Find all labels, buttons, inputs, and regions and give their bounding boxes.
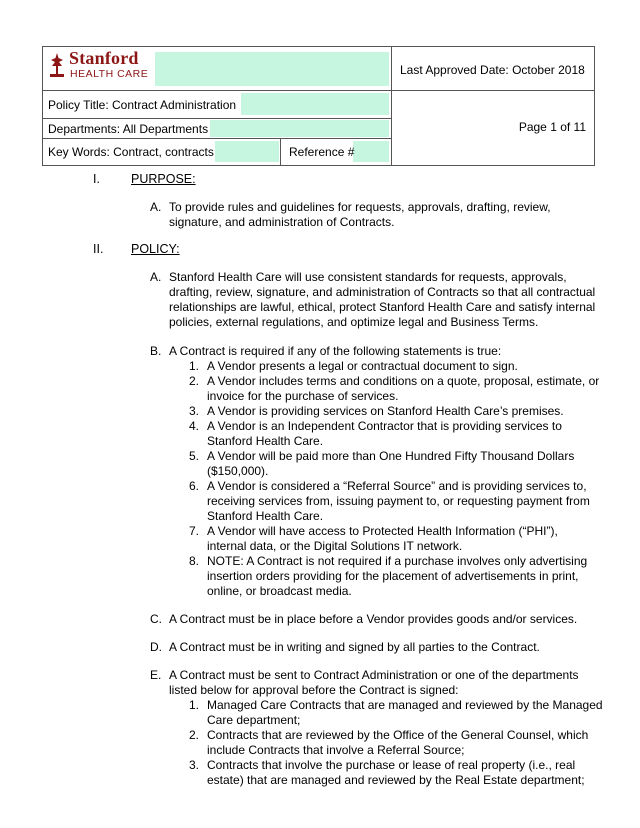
departments: Departments: All Departments xyxy=(48,122,209,136)
section-heading: POLICY: xyxy=(131,242,180,256)
subitem-line: Care department; xyxy=(207,713,301,727)
subitem-line: A Vendor will have access to Protected Health Information (“PHI”), xyxy=(207,524,558,538)
item-line: policies, external regulations, and optimize legal and Business Terms. xyxy=(169,315,539,329)
subitem-line: Contracts that involve the purchase or lease of real property (i.e., real xyxy=(207,758,576,772)
item-letter: A. xyxy=(150,270,162,284)
item-line: A Contract is required if any of the following statements is true: xyxy=(169,344,502,358)
item-line: A Contract must be sent to Contract Administration or one of the departments xyxy=(169,668,579,682)
item-line: signature, and administration of Contracts. xyxy=(169,215,395,229)
subitem-line: internal data, or the Digital Solutions IT network. xyxy=(207,539,463,553)
logo-field-fill xyxy=(155,52,389,86)
subitem-number: 1. xyxy=(189,359,200,373)
subitem-line: receiving services from, issuing payment to, or requesting payment from xyxy=(207,494,590,508)
subitem-number: 7. xyxy=(189,524,200,538)
subitem-line: A Vendor is considered a “Referral Source” and is providing services to, xyxy=(207,479,587,493)
subitem-line: Managed Care Contracts that are managed and reviewed by the Managed xyxy=(207,698,603,712)
policy-header-table xyxy=(42,46,595,166)
subitem-line: online, or broadcast media. xyxy=(207,584,352,598)
policy-title: Policy Title: Contract Administration xyxy=(48,98,237,112)
item-line: To provide rules and guidelines for requests, approvals, drafting, review, xyxy=(169,200,551,214)
key-words-cell xyxy=(43,139,281,165)
reference-cell xyxy=(281,139,392,165)
subitem-line: NOTE: A Contract is not required if a purchase involves only advertising xyxy=(207,554,588,568)
subitem-number: 5. xyxy=(189,449,200,463)
subitem-number: 2. xyxy=(189,728,200,742)
subitem-line: invoice for the purchase of services. xyxy=(207,389,399,403)
subitem-line: estate) that are managed and reviewed by the Real Estate department; xyxy=(207,773,585,787)
stanford-tree-icon xyxy=(49,52,65,78)
section-number: II. xyxy=(93,242,104,256)
departments-cell xyxy=(43,119,392,139)
item-line: drafting, review, signature, and administration of Contracts so that all contractual xyxy=(169,285,596,299)
section-heading: PURPOSE: xyxy=(131,172,196,186)
section-number: I. xyxy=(93,172,100,186)
reference-label: Reference # xyxy=(289,145,355,159)
item-line: A Contract must be in place before a Vendor provides goods and/or services. xyxy=(169,612,578,626)
item-line: Stanford Health Care will use consistent standards for requests, approvals, xyxy=(169,270,567,284)
subitem-line: ($150,000). xyxy=(207,464,269,478)
item-letter: A. xyxy=(150,200,162,214)
departments-field-fill xyxy=(210,120,389,137)
item-letter: C. xyxy=(150,612,162,626)
subitem-line: A Vendor presents a legal or contractual document to sign. xyxy=(207,359,518,373)
item-letter: B. xyxy=(150,344,162,358)
subitem-number: 8. xyxy=(189,554,200,568)
key-words: Key Words: Contract, contracts xyxy=(48,145,214,159)
policy-title-cell xyxy=(43,91,392,119)
page-number: Page 1 of 11 xyxy=(518,120,586,134)
subitem-number: 6. xyxy=(189,479,200,493)
subitem-line: A Vendor will be paid more than One Hundred Fifty Thousand Dollars xyxy=(207,449,575,463)
subitem-line: Contracts that are reviewed by the Office of the General Counsel, which xyxy=(207,728,589,742)
subitem-number: 1. xyxy=(189,698,200,712)
subitem-number: 4. xyxy=(189,419,200,433)
item-letter: D. xyxy=(150,640,162,654)
item-line: A Contract must be in writing and signed by all parties to the Contract. xyxy=(169,640,540,654)
title-field-fill xyxy=(241,93,389,115)
subitem-line: A Vendor is providing services on Stanford Health Care’s premises. xyxy=(207,404,564,418)
subitem-number: 3. xyxy=(189,404,200,418)
subitem-line: A Vendor includes terms and conditions on a quote, proposal, estimate, or xyxy=(207,374,600,388)
logo-subtitle: HEALTH CARE xyxy=(70,68,149,80)
subitem-line: include Contracts that involve a Referral Source; xyxy=(207,743,465,757)
approved-date: Last Approved Date: October 2018 xyxy=(392,47,594,91)
subitem-number: 3. xyxy=(189,758,200,772)
subitem-line: A Vendor is an Independent Contractor that is providing services to xyxy=(207,419,562,433)
logo-name: Stanford xyxy=(69,48,139,68)
item-letter: E. xyxy=(150,668,162,682)
subitem-number: 2. xyxy=(189,374,200,388)
reference-field-fill xyxy=(353,141,389,162)
subitem-line: Stanford Health Care. xyxy=(207,434,324,448)
subitem-line: Stanford Health Care. xyxy=(207,509,324,523)
item-line: listed below for approval before the Contract is signed: xyxy=(169,683,459,697)
item-line: relationships are lawful, ethical, protect Stanford Health Care and satisfy internal xyxy=(169,300,596,314)
key-words-field-fill xyxy=(215,141,279,162)
logo-cell xyxy=(43,47,392,91)
subitem-line: insertion orders providing for the placement of advertisements in print, xyxy=(207,569,579,583)
